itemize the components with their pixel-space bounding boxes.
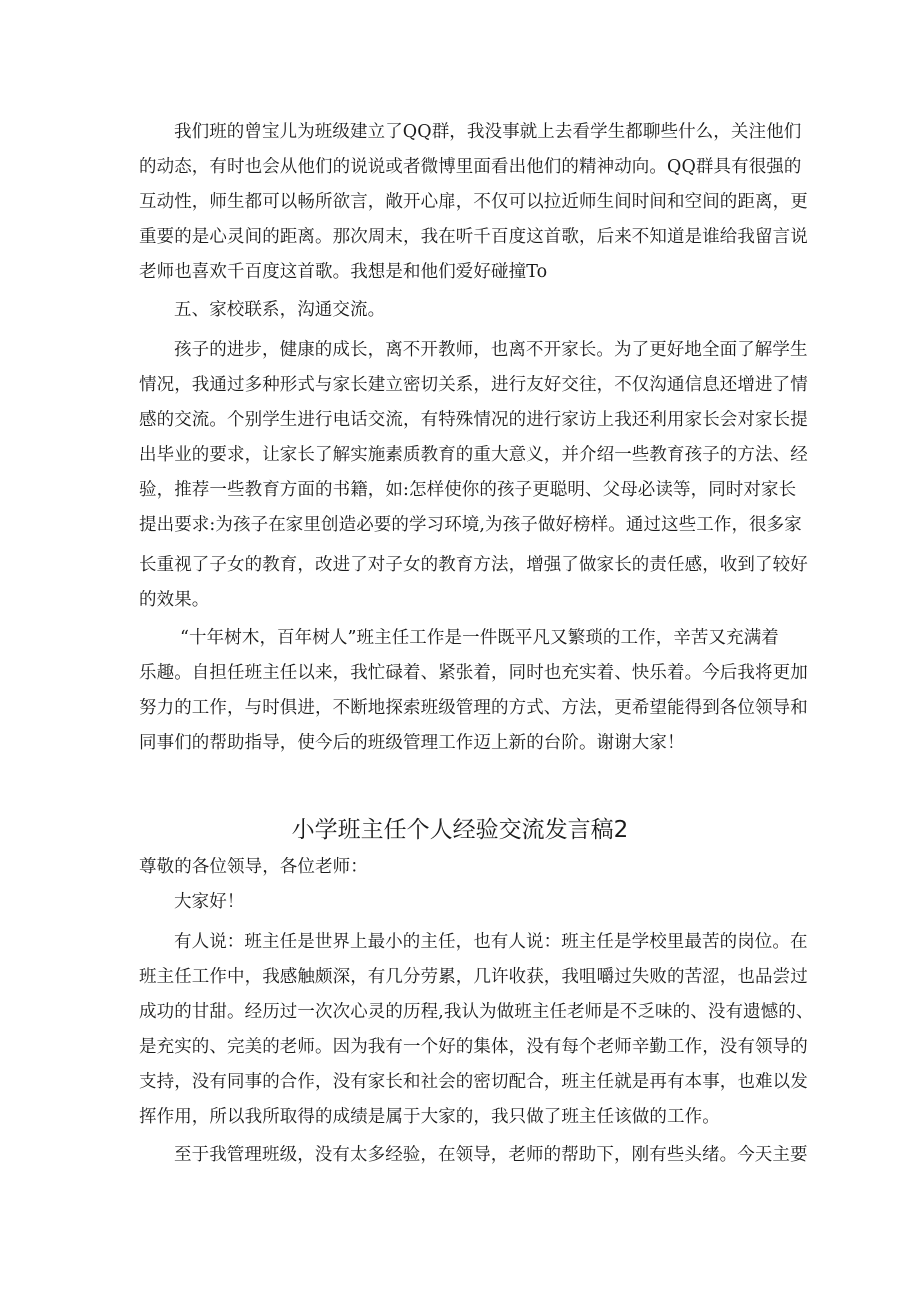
- greeting: 大家好！: [174, 892, 245, 912]
- paragraph-line: 提出要求:为孩子在家里创造必要的学习环境,为孩子做好榜样。通过这些工作，很多家: [139, 515, 802, 535]
- paragraph-line: 孩子的进步，健康的成长，离不开教师，也离不开家长。为了更好地全面了解学生: [174, 340, 808, 360]
- paragraph-line: 的动态，有时也会从他们的说说或者微博里面看出他们的精神动向。QQ群具有很强的: [139, 157, 802, 177]
- paragraph-line: 有人说：班主任是世界上最小的主任，也有人说：班主任是学校里最苦的岗位。在: [174, 932, 808, 952]
- paragraph-line: 情况，我通过多种形式与家长建立密切关系，进行友好交往，不仅沟通信息还增进了情: [139, 375, 808, 395]
- paragraph-line: 成功的甘甜。经历过一次次心灵的历程,我认为做班主任老师是不乏味的、没有遗憾的、: [139, 1002, 814, 1022]
- paragraph-line: 感的交流。个别学生进行电话交流，有特殊情况的进行家访上我还利用家长会对家长提: [139, 410, 808, 430]
- paragraph-line: 挥作用，所以我所取得的成绩是属于大家的，我只做了班主任该做的工作。: [139, 1107, 720, 1127]
- section-heading: 五、家校联系，沟通交流。: [174, 300, 386, 320]
- paragraph-line: 我们班的曾宝儿为班级建立了QQ群，我没事就上去看学生都聊些什么，关注他们: [174, 122, 802, 142]
- paragraph-line: 出毕业的要求，让家长了解实施素质教育的重大意义，并介绍一些教育孩子的方法、经: [139, 445, 808, 465]
- paragraph-line: 乐趣。自担任班主任以来，我忙碌着、紧张着，同时也充实着、快乐着。今后我将更加: [139, 663, 808, 683]
- paragraph-line: 努力的工作，与时俱进，不断地探索班级管理的方式、方法，更希望能得到各位领导和: [139, 698, 808, 718]
- document-title: 小学班主任个人经验交流发言稿2: [291, 817, 629, 843]
- paragraph-line: 的效果。: [139, 590, 210, 610]
- paragraph-line: 是充实的、完美的老师。因为我有一个好的集体，没有每个老师辛勤工作，没有领导的: [139, 1037, 808, 1057]
- paragraph-line: 长重视了子女的教育，改进了对子女的教育方法，增强了做家长的责任感，收到了较好: [139, 555, 808, 575]
- paragraph-line: 老师也喜欢千百度这首歌。我想是和他们爱好碰撞To: [139, 262, 548, 282]
- paragraph-line: 班主任工作中，我感触颇深，有几分劳累，几许收获，我咀嚼过失败的苦涩，也品尝过: [139, 967, 808, 987]
- paragraph-line: 支持，没有同事的合作，没有家长和社会的密切配合，班主任就是再有本事，也难以发: [139, 1072, 808, 1092]
- paragraph-line: “十年树木，百年树人”班主任工作是一件既平凡又繁琐的工作，辛苦又充满着: [180, 628, 779, 648]
- paragraph-line: 互动性，师生都可以畅所欲言，敞开心扉，不仅可以拉近师生间时间和空间的距离，更: [139, 192, 808, 212]
- paragraph-line: 验，推荐一些教育方面的书籍，如:怎样使你的孩子更聪明、父母必读等，同时对家长: [139, 480, 797, 500]
- paragraph-line: 同事们的帮助指导，使今后的班级管理工作迈上新的台阶。谢谢大家！: [139, 733, 685, 753]
- paragraph-line: 至于我管理班级，没有太多经验，在领导，老师的帮助下，刚有些头绪。今天主要: [174, 1145, 808, 1165]
- salutation: 尊敬的各位领导，各位老师：: [139, 857, 368, 877]
- paragraph-line: 重要的是心灵间的距离。那次周末，我在听千百度这首歌，后来不知道是谁给我留言说: [139, 227, 808, 247]
